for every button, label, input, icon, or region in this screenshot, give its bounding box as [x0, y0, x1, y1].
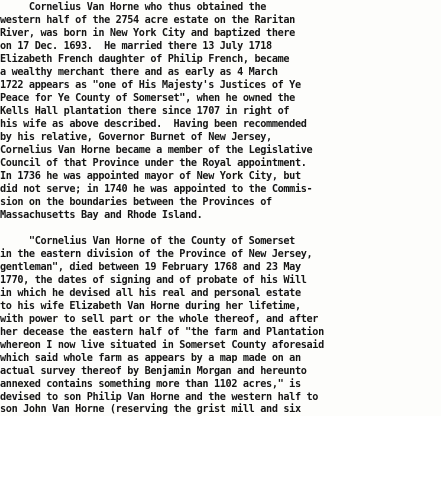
- text-line: Cornelius Van Horne became a member of the Legislative: [0, 145, 313, 156]
- text-line: annexed contains something more than 1102 acres," is: [0, 379, 301, 390]
- text-line: 1722 appears as "one of His Majesty's Justices of Ye: [0, 80, 301, 91]
- text-line: River, was born in New York City and baptized there: [0, 28, 295, 39]
- text-line: Kells Hall plantation there since 1707 in right of: [0, 106, 290, 117]
- text-line: his wife as above described. Having been recommended: [0, 119, 307, 130]
- text-line: which said whole farm as appears by a map made on an: [0, 353, 301, 364]
- paragraph-2: [0, 236, 441, 462]
- text-line: Council of that Province under the Royal appointment.: [0, 158, 307, 169]
- text-line: by his relative, Governor Burnet of New Jersey,: [0, 132, 272, 143]
- text-line: Massachusetts Bay and Rhode Island.: [0, 210, 203, 221]
- text-line: Elizabeth French daughter of Philip French, became: [0, 54, 290, 65]
- text-line: Cornelius Van Horne who thus obtained the: [0, 2, 267, 13]
- text-line: on 17 Dec. 1693. He married there 13 July 1718: [0, 41, 272, 52]
- text-line: "Cornelius Van Horne of the County of Somerset: [0, 236, 295, 247]
- text-line: devised to son Philip Van Horne and the western half to: [0, 392, 319, 403]
- text-line: to his wife Elizabeth Van Horne during her lifetime,: [0, 301, 301, 312]
- text-line: In 1736 he was appointed mayor of New York City, but: [0, 171, 301, 182]
- text-line: gentleman", died between 19 February 1768 and 23 May: [0, 262, 301, 273]
- text-line: western half of the 2754 acre estate on the Raritan: [0, 15, 295, 26]
- text-line: with power to sell part or the whole thereof, and after: [0, 314, 319, 325]
- paragraph-1: [0, 2, 441, 242]
- text-line: actual survey thereof by Benjamin Morgan and hereunto: [0, 366, 307, 377]
- text-line: whereon I now live situated in Somerset County aforesaid: [0, 340, 324, 351]
- text-line: son John Van Horne (reserving the grist mill and six: [0, 404, 301, 415]
- text-line: in the eastern division of the Province of New Jersey,: [0, 249, 313, 260]
- text-line: her decease the eastern half of "the farm and Plantation: [0, 327, 324, 338]
- text-line: did not serve; in 1740 he was appointed to the Commis-: [0, 184, 313, 195]
- text-line: 1770, the dates of signing and of probate of his Will: [0, 275, 307, 286]
- text-line: in which he devised all his real and personal estate: [0, 288, 301, 299]
- text-line: a wealthy merchant there and as early as 4 March: [0, 67, 278, 78]
- text-line: Peace for Ye County of Somerset", when he owned the: [0, 93, 295, 104]
- text-line: sion on the boundaries between the Provinces of: [0, 197, 272, 208]
